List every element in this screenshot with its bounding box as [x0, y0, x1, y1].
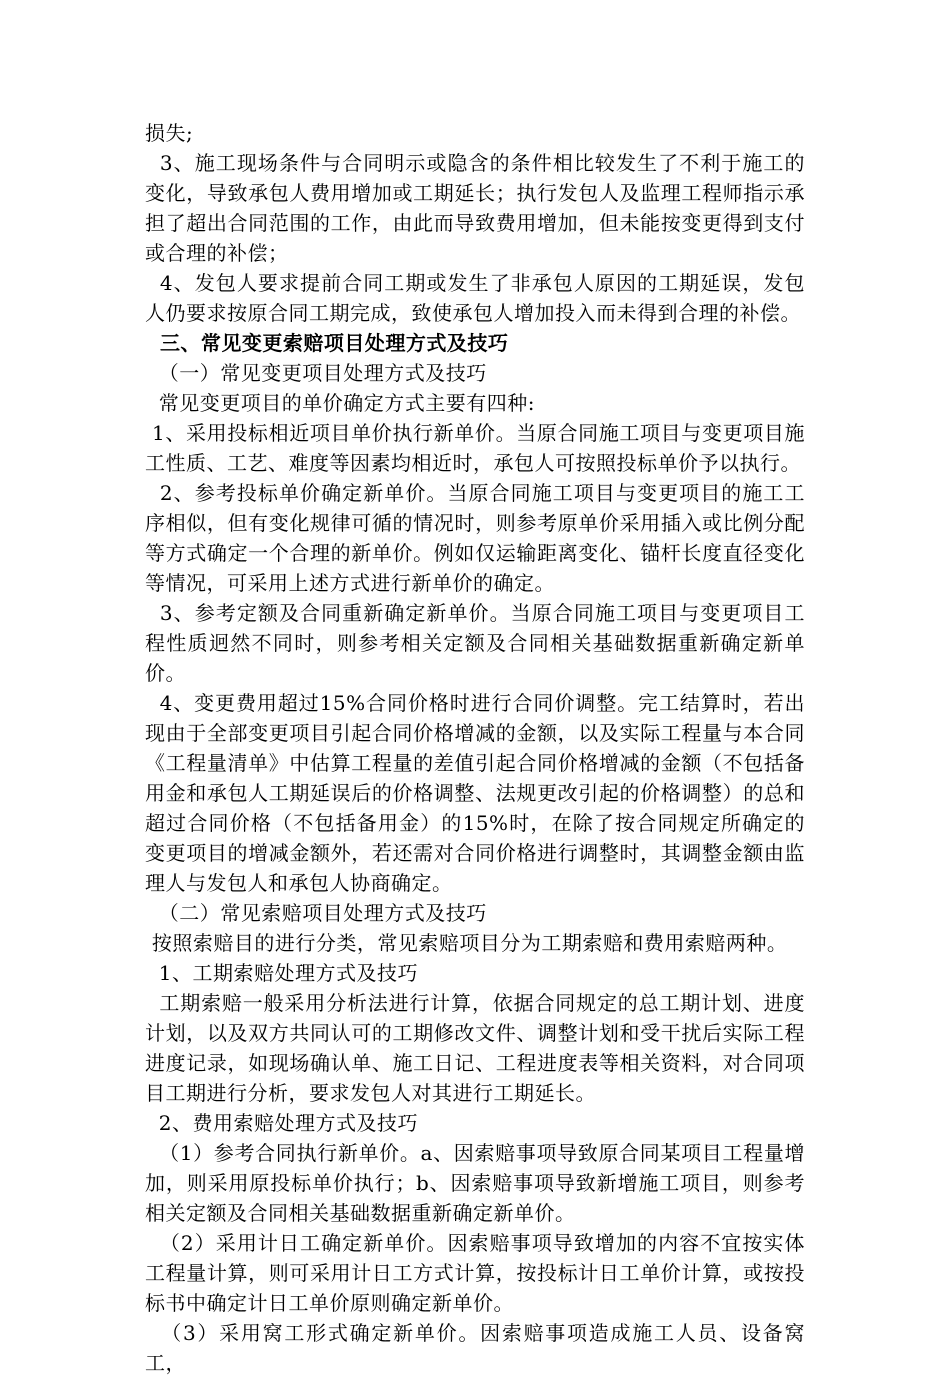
paragraph: 2、费用索赔处理方式及技巧: [158, 1111, 418, 1135]
paragraph: 2、参考投标单价确定新单价。当原合同施工项目与变更项目的施工工序相似，但有变化规律可循的情况时，则参考原单价采用插入或比例分配等方式确定一个合理的新单价。例如仅运输距离变化、锚杆长度直径变化等情况，可采用上述方式进行新单价的确定。: [145, 481, 805, 595]
paragraph: 按照索赔目的进行分类，常见索赔项目分为工期索赔和费用索赔两种。: [151, 931, 788, 955]
paragraph: 1、工期索赔处理方式及技巧: [158, 961, 418, 985]
paragraph: （1）参考合同执行新单价。a、因索赔事项导致原合同某项目工程量增加，则采用原投标单价执行；b、因索赔事项导致新增施工项目，则参考相关定额及合同相关基础数据重新确定新单价。: [145, 1141, 805, 1225]
paragraph: 4、变更费用超过15%合同价格时进行合同价调整。完工结算时，若出现由于全部变更项目引起合同价格增减的金额，以及实际工程量与本合同《工程量清单》中估算工程量的差值引起合同价格增减的金额（不包括备用金和承包人工期延误后的价格调整、法规更改引起的价格调整）的总和超过合同价格（不包括备用金）的15%时，在除了按合同规定所确定的变更项目的增减金额外，若还需对合同价格进行调整时，其调整金额由监理人与发包人和承包人协商确定。: [145, 691, 805, 895]
paragraph: 工期索赔一般采用分析法进行计算，依据合同规定的总工期计划、进度计划，以及双方共同认可的工期修改文件、调整计划和受干扰后实际工程进度记录，如现场确认单、施工日记、工程进度表等相关资料，对合同项目工期进行分析，要求发包人对其进行工期延长。: [145, 991, 805, 1105]
paragraph: 损失;: [145, 121, 194, 145]
subsection-heading: （二）常见索赔项目处理方式及技巧: [158, 901, 487, 925]
document-page: [145, 118, 805, 1378]
paragraph: 3、参考定额及合同重新确定新单价。当原合同施工项目与变更项目工程性质迥然不同时，则参考相关定额及合同相关基础数据重新确定新单价。: [145, 601, 805, 685]
paragraph: 1、采用投标相近项目单价执行新单价。当原合同施工项目与变更项目施工性质、工艺、难度等因素均相近时，承包人可按照投标单价予以执行。: [145, 421, 805, 475]
paragraph: （3）采用窝工形式确定新单价。因索赔事项造成施工人员、设备窝工，: [145, 1321, 805, 1375]
paragraph: 3、施工现场条件与合同明示或隐含的条件相比较发生了不利于施工的变化，导致承包人费用增加或工期延长；执行发包人及监理工程师指示承担了超出合同范围的工作，由此而导致费用增加，但未能按变更得到支付或合理的补偿；: [145, 151, 805, 265]
section-heading: 三、常见变更索赔项目处理方式及技巧: [159, 331, 509, 355]
paragraph: （2）采用计日工确定新单价。因索赔事项导致增加的内容不宜按实体工程量计算，则可采用计日工方式计算，按投标计日工单价计算，或按投标书中确定计日工单价原则确定新单价。: [145, 1231, 805, 1315]
paragraph: 4、发包人要求提前合同工期或发生了非承包人原因的工期延误，发包人仍要求按原合同工期完成，致使承包人增加投入而未得到合理的补偿。: [145, 271, 805, 325]
paragraph: 常见变更项目的单价确定方式主要有四种:: [158, 391, 535, 415]
subsection-heading: （一）常见变更项目处理方式及技巧: [158, 361, 487, 385]
